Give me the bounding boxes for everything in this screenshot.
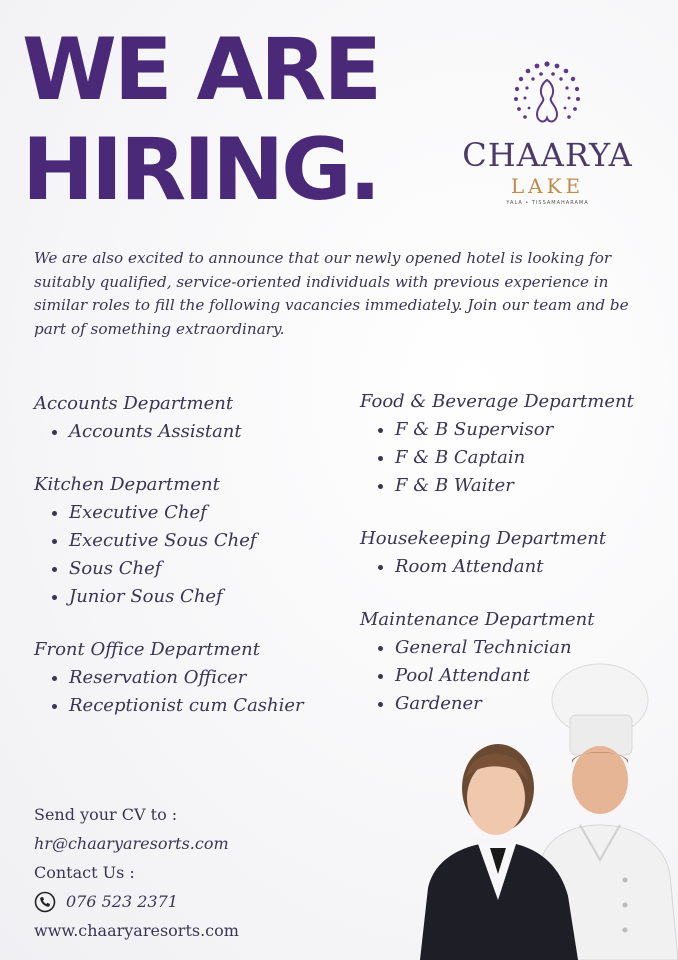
department-title: Kitchen Department <box>34 474 220 495</box>
role-label: F & B Captain <box>395 447 526 468</box>
role-list <box>360 553 634 581</box>
role-item <box>34 527 304 555</box>
role-label: Accounts Assistant <box>69 421 242 442</box>
department-title: Accounts Department <box>34 393 234 414</box>
peacock-logo-icon <box>507 58 587 130</box>
role-item <box>34 418 304 446</box>
role-item <box>34 692 304 720</box>
department-title: Front Office Department <box>34 639 260 660</box>
role-label: Reservation Officer <box>69 667 247 688</box>
brand-subtitle: LAKE <box>510 174 585 198</box>
role-label: Room Attendant <box>395 556 544 577</box>
role-item <box>360 416 634 444</box>
role-list <box>34 418 304 446</box>
role-item <box>34 664 304 692</box>
role-label: F & B Supervisor <box>395 419 554 440</box>
role-label: Pool Attendant <box>395 665 531 686</box>
department-title: Maintenance Department <box>360 609 595 630</box>
role-label: Junior Sous Chef <box>69 586 223 607</box>
email-link[interactable]: hr@chaaryaresorts.com <box>34 834 229 853</box>
send-cv-label: Send your CV to : <box>34 805 178 824</box>
headline-line-1: WE ARE <box>22 20 380 120</box>
role-label: General Technician <box>395 637 572 658</box>
intro-paragraph: We are also excited to announce that our newly opened hotel is looking for suitably qualified, service-oriented individuals with previous experience in similar roles to fill the following vacancies immediately. Join our team and be part of something extraordinary. <box>34 249 629 338</box>
brand-name: CHAARYA <box>462 136 633 174</box>
role-item <box>360 634 634 662</box>
role-label: Executive Sous Chef <box>69 530 257 551</box>
role-item <box>360 553 634 581</box>
department-block <box>34 390 304 446</box>
department-block <box>34 636 304 720</box>
role-list <box>34 664 304 720</box>
headline <box>22 20 379 220</box>
phone-number: 076 523 2371 <box>66 892 178 911</box>
role-label: Executive Chef <box>69 502 207 523</box>
phone-icon <box>34 891 56 913</box>
department-block <box>360 525 634 581</box>
role-item <box>34 555 304 583</box>
departments-left-column <box>34 390 304 745</box>
department-title: Food & Beverage Department <box>360 391 634 412</box>
department-title: Housekeeping Department <box>360 528 607 549</box>
role-item <box>360 444 634 472</box>
role-label: Receptionist cum Cashier <box>69 695 304 716</box>
role-label: Gardener <box>395 693 482 714</box>
contact-section <box>34 800 239 945</box>
staff-illustration <box>420 660 678 960</box>
role-item <box>34 583 304 611</box>
website-link[interactable]: www.chaaryaresorts.com <box>34 921 239 940</box>
department-block <box>360 388 634 500</box>
brand-logo <box>455 58 640 213</box>
phone-row[interactable] <box>34 887 239 916</box>
contact-us-label: Contact Us : <box>34 863 135 882</box>
role-item <box>34 499 304 527</box>
role-item <box>360 472 634 500</box>
role-list <box>360 416 634 500</box>
brand-location: YALA • TISSAMAHARAMA <box>506 200 589 206</box>
role-label: Sous Chef <box>69 558 162 579</box>
department-block <box>34 471 304 611</box>
headline-line-2: HIRING. <box>22 120 379 220</box>
role-list <box>34 499 304 611</box>
role-label: F & B Waiter <box>395 475 514 496</box>
